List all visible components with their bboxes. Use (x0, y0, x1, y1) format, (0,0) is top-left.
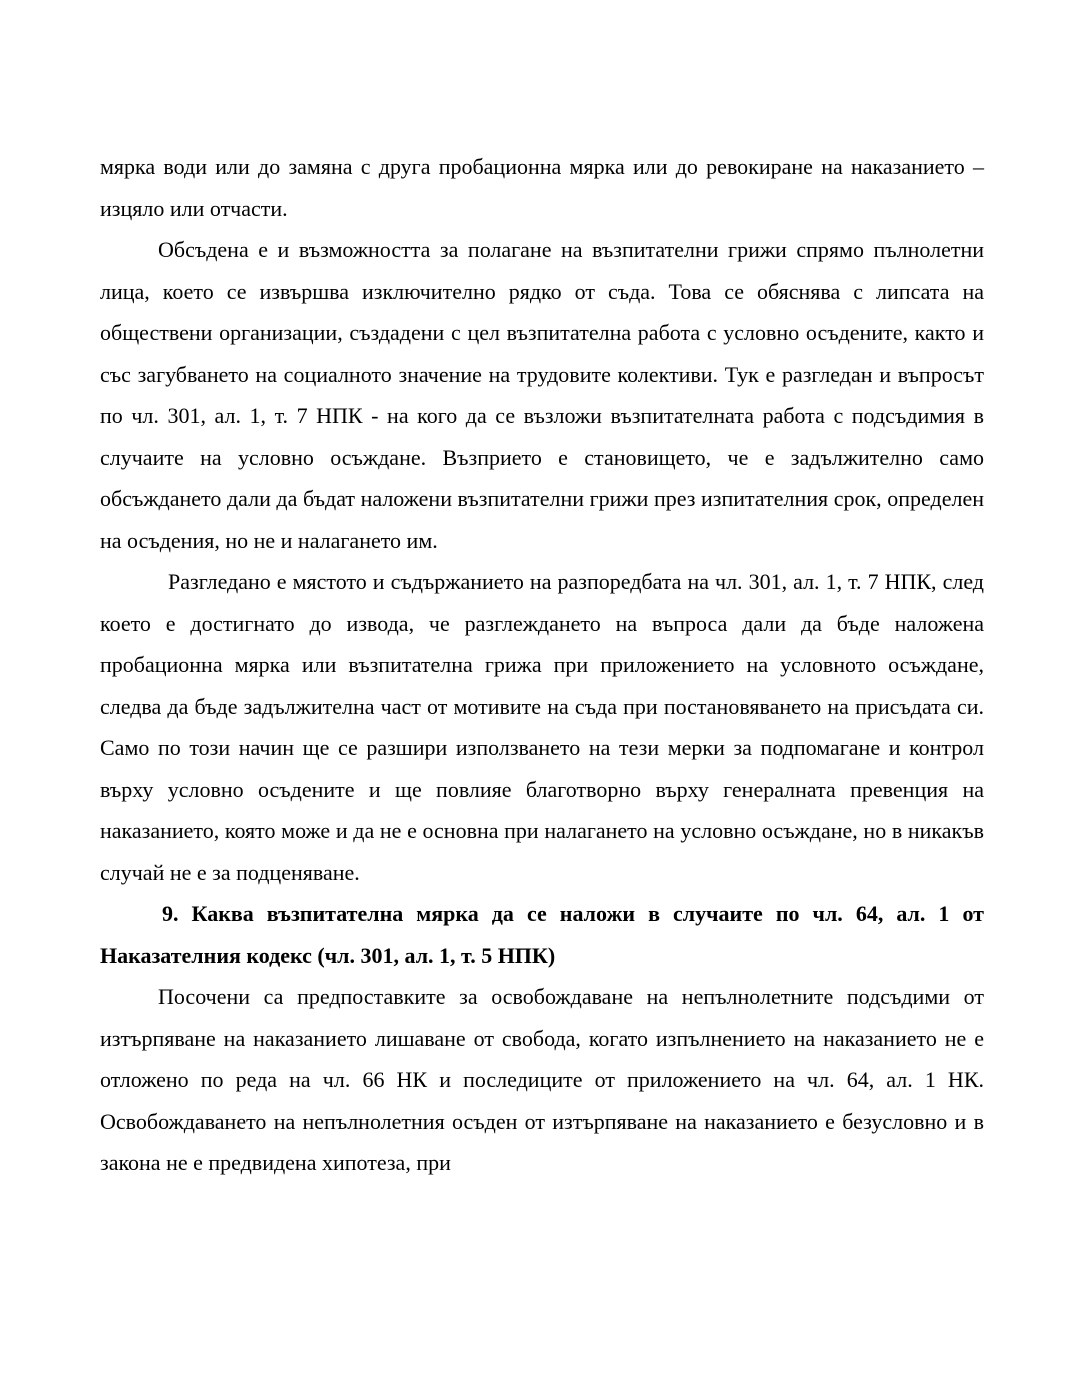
paragraph-continuation: мярка води или до замяна с друга пробационна мярка или до ревокиране на наказанието – изцяло или отчасти. (100, 154, 984, 221)
paragraph: Разгледано е мястото и съдържанието на разпоредбата на чл. 301, ал. 1, т. 7 НПК, след което е достигнато до извода, че разглеждането на въпроса дали да бъде наложена пробационна мярка или възпитателна грижа при приложението на условното осъждане, следва да бъде задължителна част от мотивите на съда при постановяването на присъдата си. Само по този начин ще се разшири използването на тези мерки за подпомагане и контрол върху условно осъдените и ще повлияе благотворно върху генералната превенция на наказанието, която може и да не е основна при налагането на условно осъждане, но в никакъв случай не е за подценяване. (100, 569, 984, 885)
paragraph: Посочени са предпоставките за освобождаване на непълнолетните подсъдими от изтърпяване на наказанието лишаване от свобода, когато изпълнението на наказанието не е отложено по реда на чл. 66 НК и последиците от приложението на чл. 64, ал. 1 НК. Освобождаването на непълнолетния осъден от изтърпяване на наказанието е безусловно и в закона не е предвидена хипотеза, при (100, 984, 984, 1175)
paragraph: Обсъдена е и възможността за полагане на възпитателни грижи спрямо пълнолетни лица, което се извършва изключително рядко от съда. Това се обяснява с липсата на обществени организации, създадени с цел възпитателна работа с условно осъдените, както и със загубването на социалното значение на трудовите колективи. Тук е разгледан и въпросът по чл. 301, ал. 1, т. 7 НПК - на кого да се възложи възпитателната работа с подсъдимия в случаите на условно осъждане. Възприето е становището, че е задължително само обсъждането дали да бъдат наложени възпитателни грижи през изпитателния срок, определен на осъдения, но не и налагането им. (100, 237, 984, 553)
section-heading: 9. Каква възпитателна мярка да се наложи в случаите по чл. 64, ал. 1 от Наказателния кодекс (чл. 301, ал. 1, т. 5 НПК) (100, 901, 984, 968)
